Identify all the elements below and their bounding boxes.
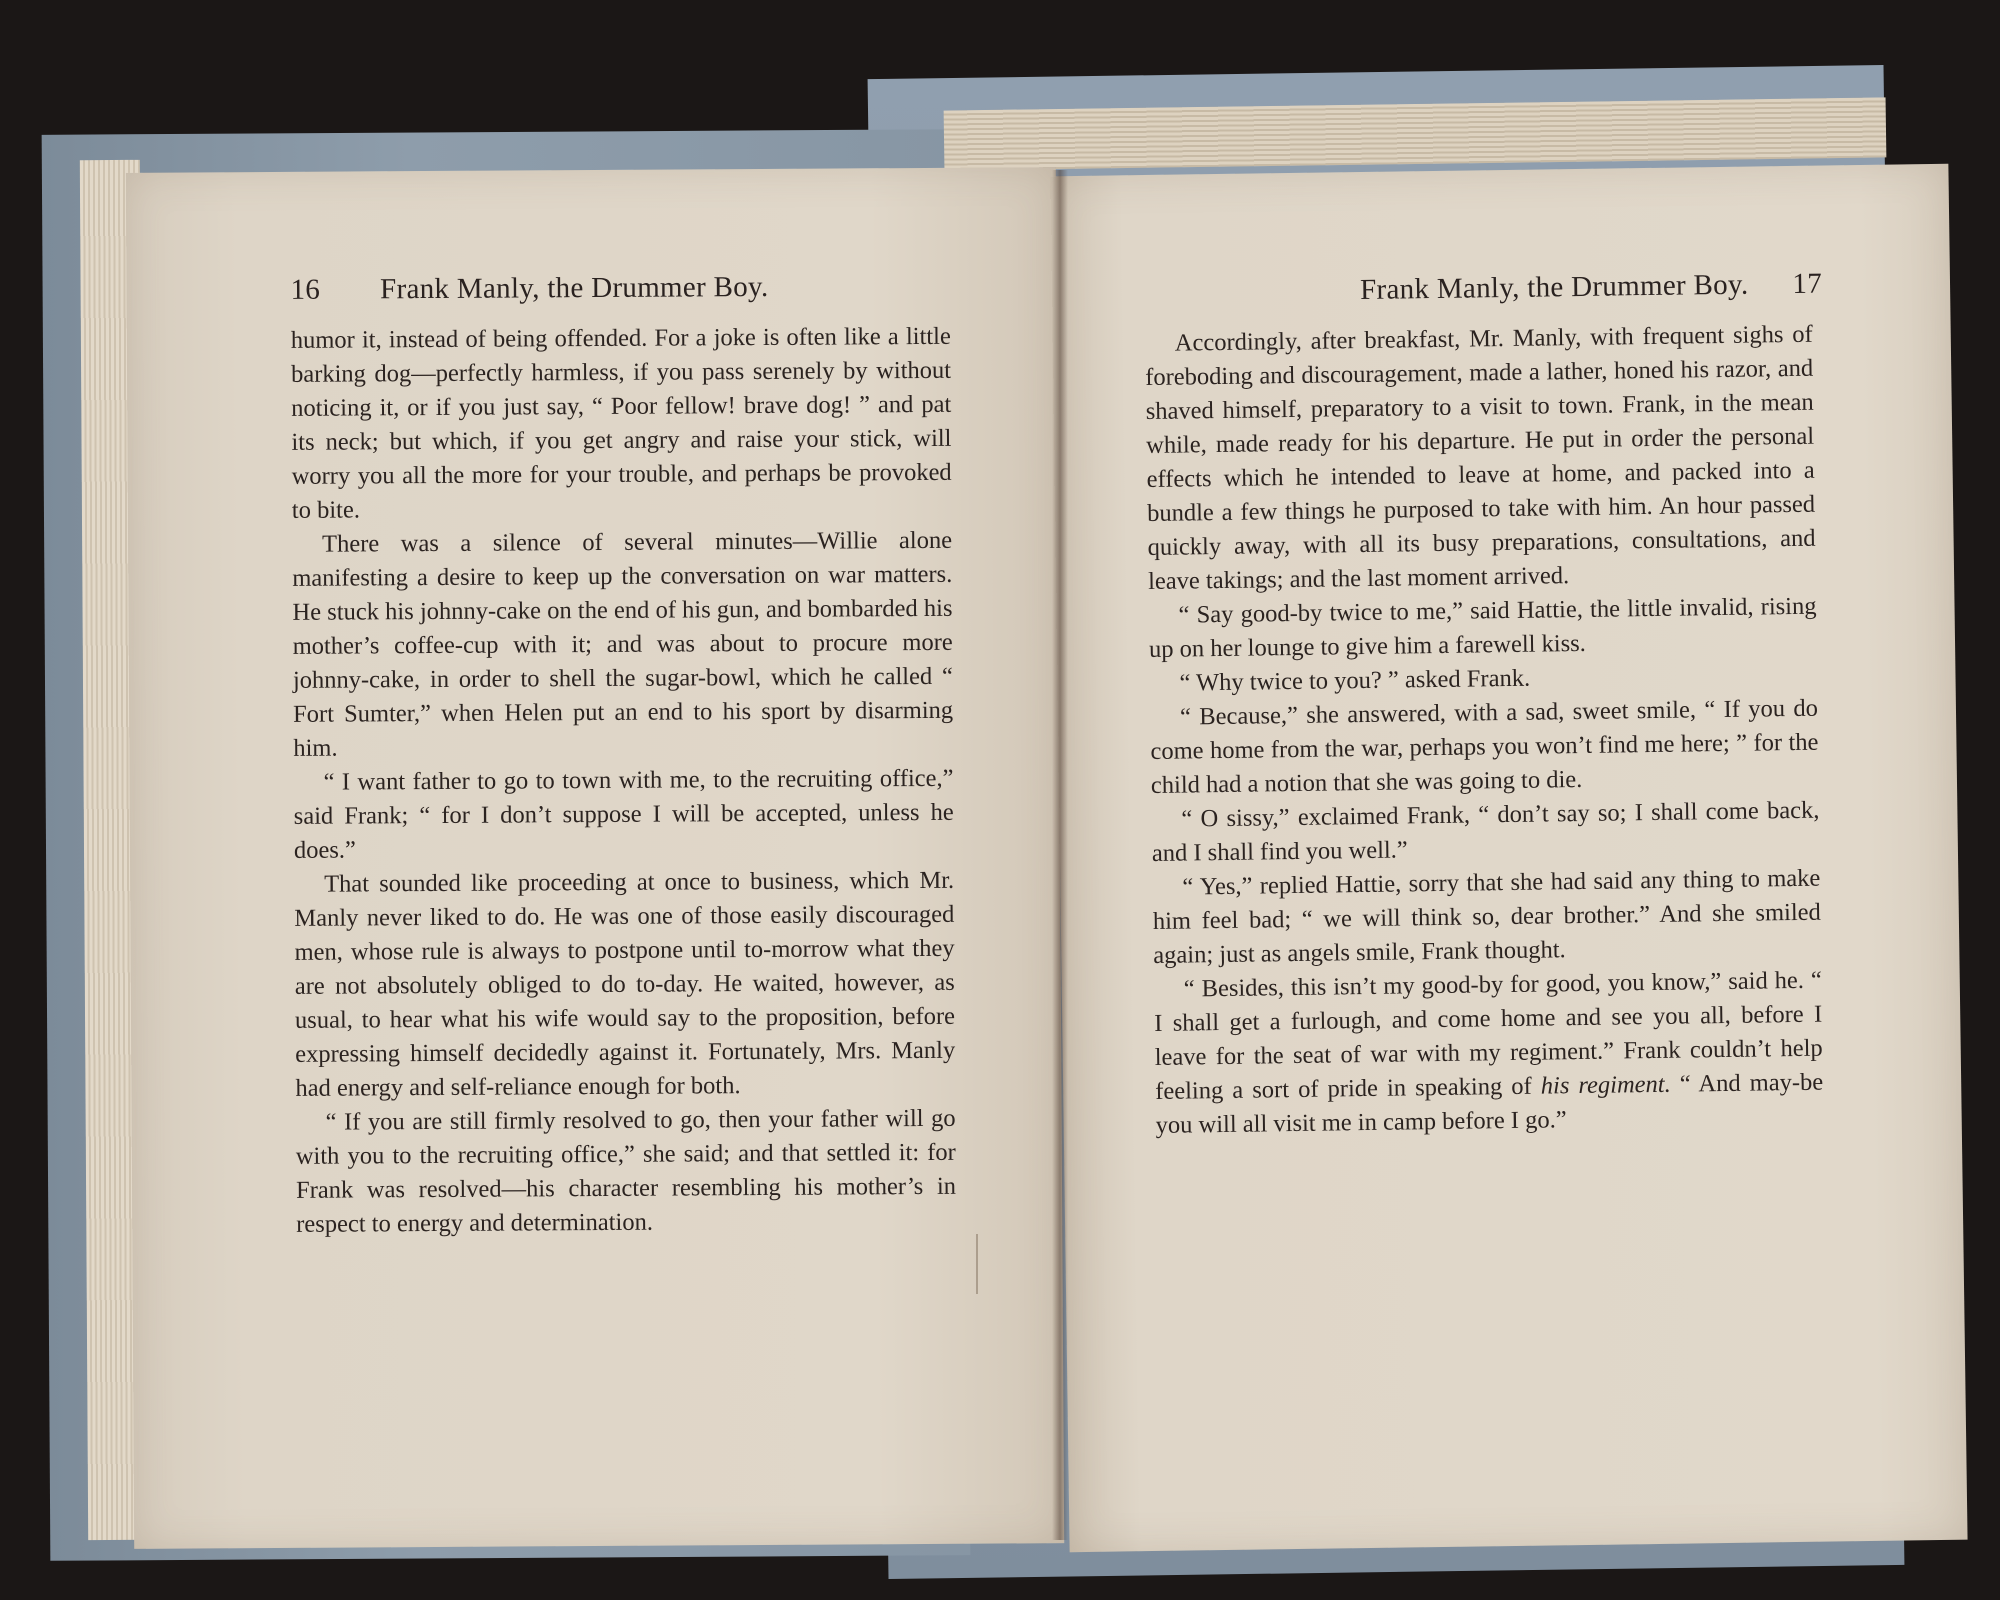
paragraph-text: “ Besides, this isn’t my good-by for good, you know,” said he. “ I shall get a furlough, and come home and see you all, before I leave for the seat of war with my regiment.” Frank couldn’t help feeling a sort of pride in speaking of: [1154, 966, 1823, 1105]
right-page-text: [1145, 318, 1824, 1143]
paragraph: “ If you are still firmly resolved to go, then your father will go with you to the recruiting office,” she said; and that settled it: for Frank was resolved—his character resembling his mother’s in respect to energy and determination.: [295, 1104, 957, 1238]
paragraph: [1154, 964, 1824, 1143]
left-running-title: Frank Manly, the Drummer Boy.: [380, 270, 769, 306]
paragraph: “ Yes,” replied Hattie, sorry that she had said any thing to make him feel bad; “ we will think so, dear brother.” And she smiled again; just as angels smile, Frank thought.: [1152, 864, 1821, 969]
right-running-head: [1248, 268, 1823, 316]
paragraph: Accordingly, after breakfast, Mr. Manly, with frequent sighs of foreboding and discouragement, made a lather, honed his razor, and shaved himself, preparatory to a visit to town. Frank, in the mean while, made ready for his departure. He put in order the personal effects which he intended to leave at home, and packed into a bundle a few things he purposed to take with him. An hour passed quickly away, with all its busy preparations, consultations, and leave takings; and the last moment arrived.: [1145, 320, 1816, 596]
italic-phrase: his regiment.: [1540, 1070, 1671, 1100]
book-gutter: [1052, 170, 1068, 1540]
right-running-title: Frank Manly, the Drummer Boy.: [1359, 268, 1749, 307]
paragraph-text: “ And may-be you will all visit me in camp before I go.”: [1155, 1068, 1824, 1139]
paragraph: humor it, instead of being offended. For a joke is often like a little barking dog—perfectly harmless, if you pass serenely by without noticing it, or if you just say, “ Poor fellow! brave dog! ” and pat its neck; but which, if you get angry and raise your stick, will worry you all the more for your trouble, and perhaps be provoked to bite.: [290, 322, 952, 524]
left-page-text: [291, 320, 957, 1242]
right-page-number: 17: [1792, 267, 1823, 300]
paragraph: “ Why twice to you? ” asked Frank.: [1179, 664, 1531, 697]
paragraph: “ Say good-by twice to me,” said Hattie, the little invalid, rising up on her lounge to give him a farewell kiss.: [1148, 592, 1817, 664]
page-crease: [976, 1234, 978, 1294]
right-page: [1050, 164, 1967, 1552]
paragraph: That sounded like proceeding at once to business, which Mr. Manly never liked to do. He was one of those easily discouraged men, whose rule is always to postpone until to-morrow what they are not absolutely obliged to do to-day. He waited, however, as usual, to hear what his wife would say to the proposition, before expressing himself decidedly against it. Fortunately, Mrs. Manly had energy and self-reliance enough for both.: [294, 866, 956, 1102]
paragraph: “ Because,” she answered, with a sad, sweet smile, “ If you do come home from the war, perhaps you won’t find me here; ” for the child had a notion that she was going to die.: [1150, 694, 1819, 799]
paragraph: “ I want father to go to town with me, to the recruiting office,” said Frank; “ for I don’t suppose I will be accepted, unless he does.”: [293, 764, 954, 864]
left-page-number: 16: [290, 273, 321, 306]
left-page: [126, 167, 1064, 1549]
left-running-head: [290, 270, 990, 314]
paragraph: There was a silence of several minutes—Willie alone manifesting a desire to keep up the conversation on war matters. He stuck his johnny-cake on the end of his gun, and bombarded his mother’s coffee-cup with it; and was about to procure more johnny-cake, in order to shell the sugar-bowl, which he called “ Fort Sumter,” when Helen put an end to his sport by disarming him.: [292, 526, 954, 762]
paragraph: “ O sissy,” exclaimed Frank, “ don’t say so; I shall come back, and I shall find you well.”: [1151, 796, 1820, 867]
